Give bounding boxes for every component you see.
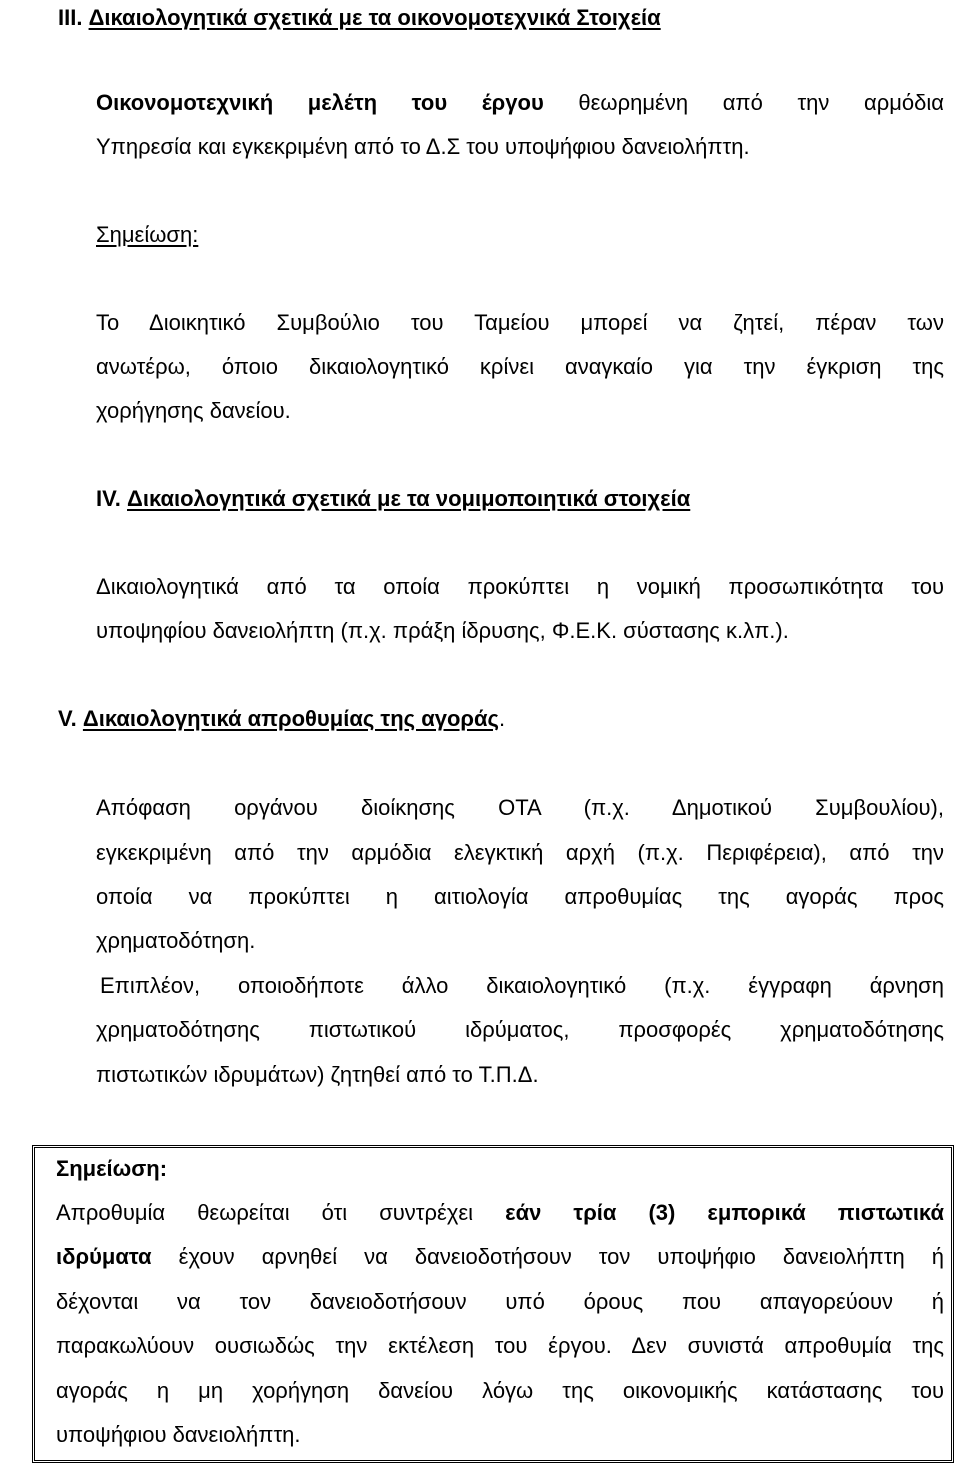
section-5-line-7: πιστωτικών ιδρυμάτων) ζητηθεί από το Τ.Π.Δ. xyxy=(96,1062,539,1087)
section-5-line-5: Επιπλέον, οποιοδήποτε άλλο δικαιολογητικό (π.χ. έγγραφη άρνηση xyxy=(100,973,944,998)
section-3-line-1 xyxy=(96,90,944,116)
section-5-title: Δικαιολογητικά απροθυμίας της αγοράς xyxy=(82,706,499,731)
section-5-line-3: οποία να προκύπτει η αιτιολογία απροθυμίας της αγοράς προς xyxy=(96,884,944,909)
box-line-4: παρακωλύουν ουσιωδώς την εκτέλεση του έργου. Δεν συνιστά απροθυμία της xyxy=(56,1333,944,1358)
section-5-heading xyxy=(58,706,505,732)
section-4-numeral: IV. xyxy=(96,486,121,511)
section-5-numeral: V. xyxy=(58,706,77,731)
section-4-heading xyxy=(96,486,690,512)
section-5-line-4: χρηματοδότηση. xyxy=(96,928,256,953)
section-3-line-1-rest: θεωρημένη από την αρμόδια xyxy=(578,90,944,115)
section-5-line-2: εγκεκριμένη από την αρμόδια ελεγκτική αρχή (π.χ. Περιφέρεια), από την xyxy=(96,840,944,865)
box-line-6: υποψήφιου δανειολήπτη. xyxy=(56,1422,301,1447)
section-3-heading xyxy=(58,5,661,31)
box-line-1: Απροθυμία θεωρείται ότι συντρέχει εάν τρία (3) εμπορικά πιστωτικά xyxy=(56,1200,944,1225)
box-line-5: αγοράς η μη χορήγηση δανείου λόγω της οικονομικής κατάστασης του xyxy=(56,1378,944,1403)
section-5-line-1: Απόφαση οργάνου διοίκησης ΟΤΑ (π.χ. Δημοτικού Συμβουλίου), xyxy=(96,795,944,820)
section-3-note-label: Σημείωση: xyxy=(96,222,199,247)
section-3-note-line-2: ανωτέρω, όποιο δικαιολογητικό κρίνει αναγκαίο για την έγκριση της xyxy=(96,354,944,379)
section-4-line-1: Δικαιολογητικά από τα οποία προκύπτει η νομική προσωπικότητα του xyxy=(96,574,944,599)
section-3-note-line-1: Το Διοικητικό Συμβούλιο του Ταμείου μπορεί να ζητεί, πέραν των xyxy=(96,310,944,335)
section-5-title-end: . xyxy=(498,706,506,731)
section-3-bold-lead: Οικονομοτεχνική μελέτη του έργου xyxy=(96,90,544,115)
section-3-title: Δικαιολογητικά σχετικά με τα οικονομοτεχνικά Στοιχεία xyxy=(88,5,661,30)
section-4-title: Δικαιολογητικά σχετικά με τα νομιμοποιητικά στοιχεία xyxy=(127,486,691,511)
section-3-numeral: III. xyxy=(58,5,83,30)
section-3-note-line-3: χορήγησης δανείου. xyxy=(96,398,291,423)
section-3-line-2: Υπηρεσία και εγκεκριμένη από το Δ.Σ του υποψήφιου δανειολήπτη. xyxy=(96,134,750,159)
section-5-line-6: χρηματοδότησης πιστωτικού ιδρύματος, προσφορές χρηματοδότησης xyxy=(96,1017,944,1042)
box-line-2: ιδρύματα έχουν αρνηθεί να δανειοδοτήσουν τον υποψήφιο δανειολήπτη ή xyxy=(56,1244,944,1269)
box-line-3: δέχονται να τον δανειοδοτήσουν υπό όρους που απαγορεύουν ή xyxy=(56,1289,944,1314)
box-note-label: Σημείωση: xyxy=(56,1156,168,1181)
section-4-line-2: υποψηφίου δανειολήπτη (π.χ. πράξη ίδρυσης, Φ.Ε.Κ. σύστασης κ.λπ.). xyxy=(96,618,789,643)
